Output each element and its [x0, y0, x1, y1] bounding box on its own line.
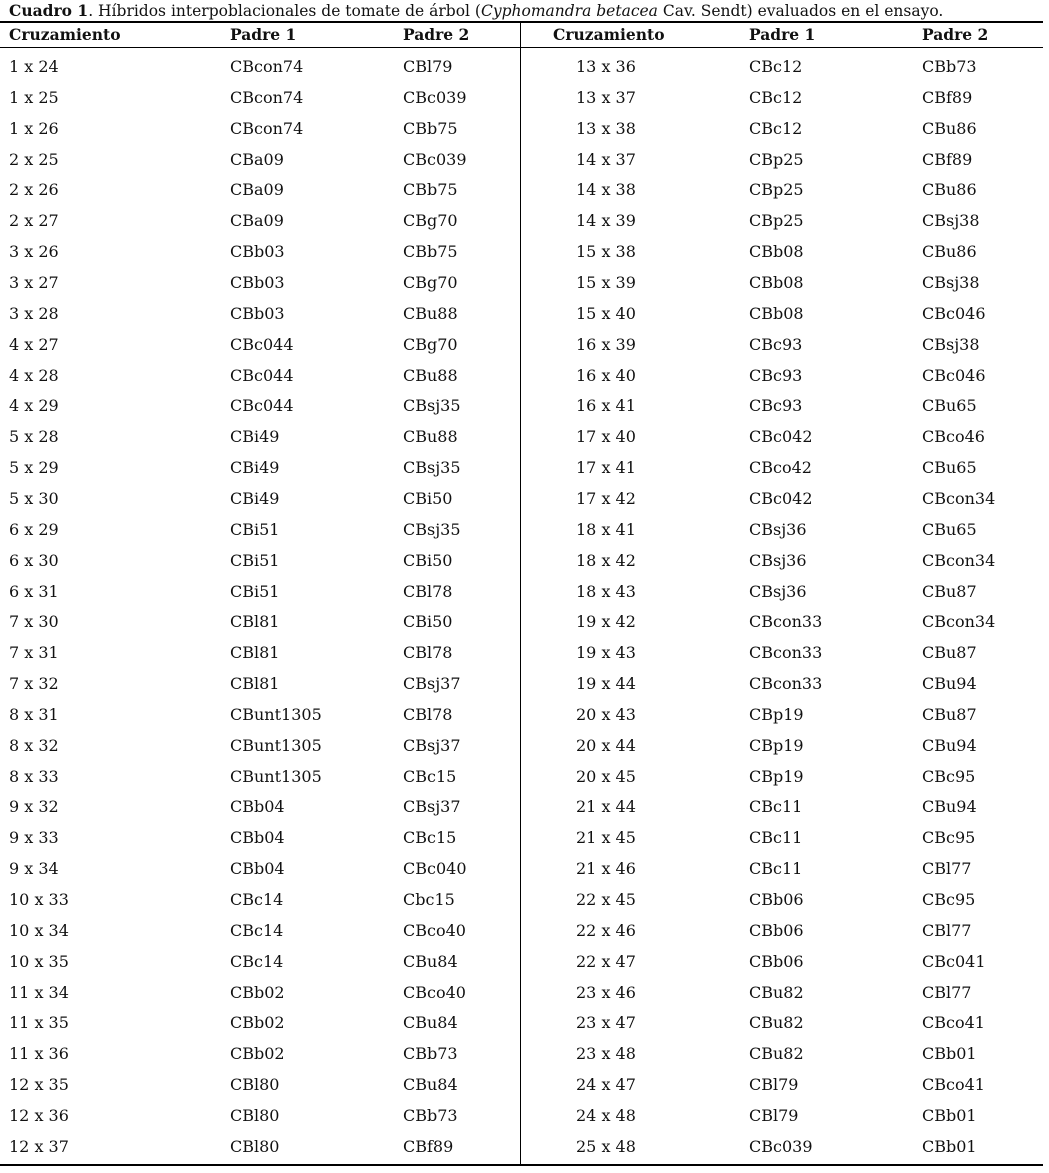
- cell-parent1-right: CBb08: [749, 242, 804, 262]
- cell-parent2-right: CBu86: [922, 180, 977, 200]
- cell-parent2-right: CBu65: [922, 519, 977, 539]
- header-cross-right: Cruzamiento: [553, 25, 665, 44]
- cell-parent2-left: CBu88: [403, 427, 458, 447]
- cell-cross-right: 17 x 42: [576, 488, 636, 508]
- cell-cross-left: 6 x 31: [9, 581, 59, 601]
- cell-parent2-right: CBc041: [922, 951, 986, 971]
- cell-parent2-right: CBcon34: [922, 550, 996, 570]
- cell-parent1-left: CBi49: [230, 427, 280, 447]
- cell-cross-right: 22 x 45: [576, 890, 636, 909]
- cell-cross-left: 6 x 30: [9, 550, 59, 570]
- cell-parent1-left: CBl80: [230, 1136, 280, 1156]
- cell-parent2-right: CBf89: [922, 149, 973, 169]
- cell-cross-right: 19 x 42: [576, 612, 636, 632]
- cell-cross-right: 14 x 39: [576, 211, 636, 231]
- header-parent1-left: Padre 1: [230, 25, 297, 44]
- cell-parent1-left: CBi51: [230, 550, 280, 570]
- cell-cross-right: 19 x 44: [576, 674, 636, 693]
- cell-parent1-right: CBu82: [749, 982, 804, 1002]
- cell-cross-right: 15 x 39: [576, 273, 636, 292]
- cell-parent2-left: CBf89: [403, 1136, 454, 1156]
- header-parent2-right: Padre 2: [922, 25, 989, 44]
- cell-cross-right: 17 x 41: [576, 458, 636, 478]
- table-header-rule: [0, 47, 1043, 48]
- cell-parent2-right: CBco46: [922, 427, 985, 447]
- cell-cross-right: 21 x 46: [576, 859, 636, 879]
- cell-parent1-right: CBb06: [749, 951, 804, 971]
- cell-cross-left: 10 x 33: [9, 890, 69, 909]
- cell-parent2-left: CBsj35: [403, 396, 461, 416]
- cell-parent1-right: CBc93: [749, 365, 803, 385]
- cell-parent2-left: CBg70: [403, 211, 458, 231]
- cell-parent1-right: CBu82: [749, 1044, 804, 1064]
- cell-cross-right: 18 x 43: [576, 581, 636, 601]
- cell-parent2-right: CBl77: [922, 859, 972, 879]
- cell-parent1-right: CBb08: [749, 303, 804, 323]
- cell-cross-right: 16 x 39: [576, 334, 636, 354]
- cell-cross-right: 25 x 48: [576, 1136, 636, 1156]
- cell-parent1-left: CBcon74: [230, 87, 304, 107]
- cell-parent1-left: CBc044: [230, 396, 294, 416]
- cell-cross-right: 24 x 48: [576, 1105, 636, 1125]
- cell-parent2-left: CBb75: [403, 242, 458, 262]
- cell-parent2-left: CBu88: [403, 303, 458, 323]
- caption-label: Cuadro 1: [9, 1, 89, 20]
- cell-parent1-right: CBc042: [749, 427, 813, 447]
- cell-parent2-left: CBg70: [403, 334, 458, 354]
- cell-parent1-left: CBb04: [230, 859, 285, 879]
- cell-cross-left: 3 x 26: [9, 242, 59, 262]
- caption-text-before: . Híbridos interpoblacionales de tomate de árbol (: [88, 2, 481, 20]
- cell-parent1-left: CBb02: [230, 1044, 285, 1064]
- cell-parent1-right: CBsj36: [749, 550, 807, 570]
- cell-cross-left: 9 x 32: [9, 797, 59, 817]
- cell-parent2-right: CBc95: [922, 828, 976, 848]
- cell-parent2-right: CBco41: [922, 1075, 985, 1095]
- cell-cross-right: 18 x 42: [576, 550, 636, 570]
- cell-cross-left: 12 x 36: [9, 1105, 69, 1125]
- cell-parent2-right: CBb73: [922, 57, 977, 76]
- cell-cross-left: 10 x 34: [9, 920, 69, 940]
- cell-parent2-right: CBu94: [922, 735, 977, 755]
- cell-parent2-left: CBi50: [403, 550, 453, 570]
- cell-parent1-right: CBc93: [749, 396, 803, 416]
- cell-parent1-left: CBl81: [230, 674, 280, 693]
- cell-parent2-right: CBb01: [922, 1044, 977, 1064]
- cell-cross-left: 8 x 33: [9, 766, 59, 786]
- cell-cross-right: 14 x 37: [576, 149, 636, 169]
- cell-parent1-right: CBp19: [749, 766, 804, 786]
- cell-cross-right: 13 x 36: [576, 57, 636, 76]
- cell-parent1-left: CBcon74: [230, 57, 304, 76]
- cell-parent1-left: CBb04: [230, 797, 285, 817]
- cell-parent1-right: CBc93: [749, 334, 803, 354]
- cell-cross-right: 23 x 48: [576, 1044, 636, 1064]
- cell-parent2-left: CBc039: [403, 149, 467, 169]
- cell-cross-right: 13 x 38: [576, 118, 636, 138]
- cell-parent1-left: CBa09: [230, 149, 284, 169]
- cell-parent1-left: CBb04: [230, 828, 285, 848]
- cell-cross-left: 4 x 28: [9, 365, 59, 385]
- cell-cross-left: 9 x 34: [9, 859, 59, 879]
- cell-parent2-right: CBc95: [922, 766, 976, 786]
- cell-cross-right: 20 x 44: [576, 735, 636, 755]
- cell-parent2-right: CBc046: [922, 365, 986, 385]
- cell-cross-left: 1 x 24: [9, 57, 59, 76]
- cell-parent1-left: CBi49: [230, 458, 280, 478]
- cell-cross-left: 2 x 25: [9, 149, 59, 169]
- cell-parent2-left: CBsj35: [403, 458, 461, 478]
- cell-cross-left: 7 x 31: [9, 643, 59, 663]
- table-top-rule: [0, 21, 1043, 23]
- cell-parent2-right: CBcon34: [922, 488, 996, 508]
- cell-parent2-left: CBi50: [403, 488, 453, 508]
- cell-parent1-right: CBc12: [749, 87, 803, 107]
- cell-parent2-right: CBl77: [922, 920, 972, 940]
- caption-species: Cyphomandra betacea: [480, 2, 658, 20]
- cell-parent2-right: CBu86: [922, 118, 977, 138]
- cell-cross-right: 17 x 40: [576, 427, 636, 447]
- cell-parent1-left: CBl81: [230, 612, 280, 632]
- cell-parent2-left: CBsj37: [403, 797, 461, 817]
- cell-parent1-right: CBp19: [749, 704, 804, 724]
- cell-cross-right: 16 x 40: [576, 365, 636, 385]
- cell-cross-right: 20 x 45: [576, 766, 636, 786]
- cell-parent1-right: CBcon33: [749, 612, 823, 632]
- cell-parent2-right: CBb01: [922, 1136, 977, 1156]
- cell-parent1-left: CBi51: [230, 581, 280, 601]
- cell-parent2-left: CBco40: [403, 982, 466, 1002]
- table-bottom-rule: [0, 1164, 1043, 1166]
- cell-cross-left: 7 x 32: [9, 674, 59, 693]
- cell-parent2-right: CBu94: [922, 797, 977, 817]
- cell-cross-right: 22 x 46: [576, 920, 636, 940]
- cell-parent1-right: CBc12: [749, 118, 803, 138]
- cell-parent2-left: CBl78: [403, 704, 453, 724]
- cell-cross-left: 12 x 37: [9, 1136, 69, 1156]
- cell-parent2-left: CBl78: [403, 581, 453, 601]
- cell-parent2-right: CBl77: [922, 982, 972, 1002]
- cell-parent1-left: CBc14: [230, 890, 284, 909]
- cell-parent1-left: CBc14: [230, 951, 284, 971]
- cell-parent1-left: CBc044: [230, 334, 294, 354]
- cell-parent1-right: CBl79: [749, 1105, 799, 1125]
- cell-parent1-left: CBc044: [230, 365, 294, 385]
- header-parent1-right: Padre 1: [749, 25, 816, 44]
- cell-parent1-right: CBsj36: [749, 581, 807, 601]
- table-column-divider: [520, 23, 521, 1166]
- cell-parent2-right: CBu87: [922, 704, 977, 724]
- cell-parent2-left: CBu84: [403, 1075, 458, 1095]
- cell-parent2-right: CBu86: [922, 242, 977, 262]
- cell-parent2-left: CBc039: [403, 87, 467, 107]
- cell-parent1-left: CBi51: [230, 519, 280, 539]
- cell-parent1-right: CBc039: [749, 1136, 813, 1156]
- cell-parent1-left: CBunt1305: [230, 766, 322, 786]
- cell-parent1-left: CBl80: [230, 1075, 280, 1095]
- cell-parent2-right: CBu94: [922, 674, 977, 693]
- cell-parent2-left: CBb73: [403, 1105, 458, 1125]
- cell-parent2-left: CBb75: [403, 180, 458, 200]
- cell-parent1-left: CBl80: [230, 1105, 280, 1125]
- cell-parent2-left: CBu84: [403, 951, 458, 971]
- cell-parent2-left: CBsj35: [403, 519, 461, 539]
- cell-parent1-right: CBb06: [749, 920, 804, 940]
- cell-parent1-right: CBb06: [749, 890, 804, 909]
- cell-parent2-left: CBg70: [403, 273, 458, 292]
- cell-cross-left: 2 x 26: [9, 180, 59, 200]
- header-parent2-left: Padre 2: [403, 25, 470, 44]
- cell-cross-right: 15 x 40: [576, 303, 636, 323]
- cell-cross-left: 9 x 33: [9, 828, 59, 848]
- cell-parent1-left: CBunt1305: [230, 735, 322, 755]
- cell-parent1-right: CBc11: [749, 797, 803, 817]
- cell-cross-left: 11 x 36: [9, 1044, 69, 1064]
- cell-cross-right: 23 x 47: [576, 1013, 636, 1033]
- cell-parent2-left: CBu84: [403, 1013, 458, 1033]
- cell-cross-right: 20 x 43: [576, 704, 636, 724]
- cell-parent2-right: CBb01: [922, 1105, 977, 1125]
- cell-parent2-right: CBu87: [922, 581, 977, 601]
- cell-cross-right: 13 x 37: [576, 87, 636, 107]
- cell-cross-right: 14 x 38: [576, 180, 636, 200]
- cell-cross-right: 23 x 46: [576, 982, 636, 1002]
- cell-parent2-right: CBf89: [922, 87, 973, 107]
- cell-parent1-right: CBcon33: [749, 674, 823, 693]
- cell-parent2-right: CBu65: [922, 396, 977, 416]
- cell-parent1-left: CBunt1305: [230, 704, 322, 724]
- cell-parent1-left: CBcon74: [230, 118, 304, 138]
- cell-parent2-right: CBu65: [922, 458, 977, 478]
- cell-parent2-right: CBco41: [922, 1013, 985, 1033]
- cell-cross-left: 2 x 27: [9, 211, 59, 231]
- cell-cross-left: 4 x 27: [9, 334, 59, 354]
- cell-cross-left: 7 x 30: [9, 612, 59, 632]
- cell-parent2-left: CBco40: [403, 920, 466, 940]
- cell-parent2-right: CBcon34: [922, 612, 996, 632]
- cell-parent1-right: CBcon33: [749, 643, 823, 663]
- cell-parent1-right: CBp25: [749, 211, 804, 231]
- cell-parent1-right: CBp25: [749, 149, 804, 169]
- cell-parent1-left: CBb03: [230, 242, 285, 262]
- table-caption: [9, 1, 943, 20]
- cell-parent2-left: CBc040: [403, 859, 467, 879]
- cell-parent2-left: CBb75: [403, 118, 458, 138]
- cell-parent1-right: CBb08: [749, 273, 804, 292]
- cell-cross-left: 1 x 26: [9, 118, 59, 138]
- cell-cross-right: 21 x 44: [576, 797, 636, 817]
- cell-parent1-right: CBl79: [749, 1075, 799, 1095]
- cell-cross-right: 24 x 47: [576, 1075, 636, 1095]
- cell-parent1-right: CBu82: [749, 1013, 804, 1033]
- cell-cross-left: 10 x 35: [9, 951, 69, 971]
- cell-cross-left: 11 x 34: [9, 982, 69, 1002]
- cell-parent1-right: CBco42: [749, 458, 812, 478]
- cell-parent2-left: CBl79: [403, 57, 453, 76]
- cell-parent1-left: CBb03: [230, 273, 285, 292]
- cell-cross-right: 16 x 41: [576, 396, 636, 416]
- cell-parent2-left: CBc15: [403, 828, 457, 848]
- cell-parent1-right: CBp19: [749, 735, 804, 755]
- cell-cross-left: 8 x 32: [9, 735, 59, 755]
- cell-parent2-left: CBi50: [403, 612, 453, 632]
- cell-cross-right: 19 x 43: [576, 643, 636, 663]
- caption-text-after: Cav. Sendt) evaluados en el ensayo.: [657, 2, 944, 20]
- cell-cross-left: 12 x 35: [9, 1075, 69, 1095]
- cell-parent1-left: CBb02: [230, 982, 285, 1002]
- cell-parent2-right: CBu87: [922, 643, 977, 663]
- cell-parent1-right: CBc042: [749, 488, 813, 508]
- cell-cross-right: 22 x 47: [576, 951, 636, 971]
- cell-cross-left: 11 x 35: [9, 1013, 69, 1033]
- cell-cross-right: 21 x 45: [576, 828, 636, 848]
- cell-parent2-right: CBsj38: [922, 273, 980, 292]
- cell-cross-left: 3 x 27: [9, 273, 59, 292]
- cell-parent1-right: CBsj36: [749, 519, 807, 539]
- cell-parent2-left: CBu88: [403, 365, 458, 385]
- cell-cross-left: 5 x 30: [9, 488, 59, 508]
- cell-parent2-left: CBsj37: [403, 735, 461, 755]
- cell-parent1-left: CBb02: [230, 1013, 285, 1033]
- cell-cross-left: 1 x 25: [9, 87, 59, 107]
- cell-parent1-left: CBl81: [230, 643, 280, 663]
- cell-parent1-right: CBc11: [749, 828, 803, 848]
- cell-parent2-right: CBc046: [922, 303, 986, 323]
- cell-parent1-right: CBc11: [749, 859, 803, 879]
- cell-parent2-left: CBb73: [403, 1044, 458, 1064]
- cell-parent1-left: CBa09: [230, 211, 284, 231]
- cell-cross-left: 6 x 29: [9, 519, 59, 539]
- cell-parent1-right: CBc12: [749, 57, 803, 76]
- cell-cross-left: 3 x 28: [9, 303, 59, 323]
- cell-parent1-left: CBc14: [230, 920, 284, 940]
- cell-parent2-left: CBc15: [403, 766, 457, 786]
- cell-cross-left: 5 x 29: [9, 458, 59, 478]
- cell-cross-right: 15 x 38: [576, 242, 636, 262]
- cell-parent2-left: CBsj37: [403, 674, 461, 693]
- cell-parent2-left: CBl78: [403, 643, 453, 663]
- cell-parent1-left: CBa09: [230, 180, 284, 200]
- cell-cross-left: 5 x 28: [9, 427, 59, 447]
- cell-cross-left: 8 x 31: [9, 704, 59, 724]
- cell-cross-left: 4 x 29: [9, 396, 59, 416]
- header-cross-left: Cruzamiento: [9, 25, 121, 44]
- cell-parent1-left: CBb03: [230, 303, 285, 323]
- cell-parent2-right: CBsj38: [922, 211, 980, 231]
- cell-cross-right: 18 x 41: [576, 519, 636, 539]
- cell-parent1-left: CBi49: [230, 488, 280, 508]
- cell-parent1-right: CBp25: [749, 180, 804, 200]
- cell-parent2-left: Cbc15: [403, 890, 455, 909]
- cell-parent2-right: CBc95: [922, 890, 976, 909]
- cell-parent2-right: CBsj38: [922, 334, 980, 354]
